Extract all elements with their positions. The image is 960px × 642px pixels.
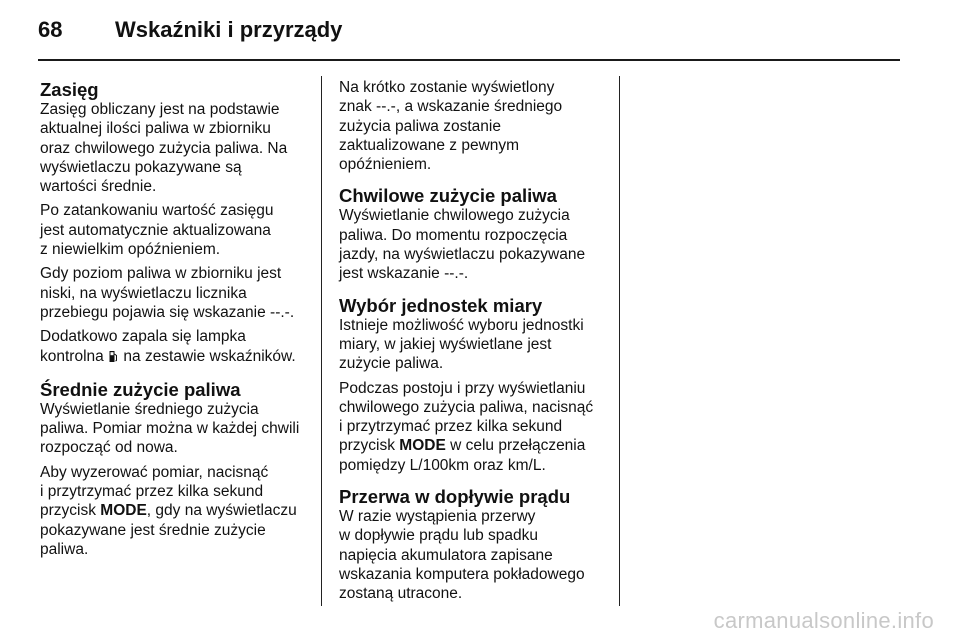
page-number: 68 bbox=[38, 17, 63, 42]
watermark: carmanualsonline.info bbox=[713, 608, 934, 633]
text-line: paliwa. Pomiar można w każdej chwili bbox=[40, 420, 300, 438]
text-line: i przytrzymać przez kilka sekund bbox=[339, 418, 563, 436]
paragraph bbox=[339, 316, 609, 374]
mode-button-label: MODE bbox=[399, 437, 446, 455]
text-line: paliwa. bbox=[40, 540, 89, 558]
section-title-instant: Chwilowe zużycie paliwa bbox=[339, 185, 557, 207]
text-line: opóźnieniem. bbox=[339, 156, 432, 174]
text-line: wskazania komputera pokładowego bbox=[339, 565, 585, 583]
mode-button-label: MODE bbox=[100, 502, 147, 520]
text-line: zużycie paliwa. bbox=[339, 355, 444, 373]
text-line: Wyświetlanie chwilowego zużycia bbox=[339, 207, 570, 225]
chapter-title: Wskaźniki i przyrządy bbox=[115, 17, 343, 42]
text-line: aktualnej ilości paliwa w zbiorniku bbox=[40, 120, 271, 138]
text-line: rozpocząć od nowa. bbox=[40, 439, 178, 457]
text-line: jazdy, na wyświetlaczu pokazywane bbox=[339, 246, 586, 264]
text-line: z niewielkim opóźnieniem. bbox=[40, 241, 221, 259]
text-fragment: w celu przełączenia bbox=[450, 437, 586, 455]
text-line: niski, na wyświetlaczu licznika bbox=[40, 284, 247, 302]
text-line: Wyświetlanie średniego zużycia bbox=[40, 400, 259, 418]
text-line: miary, w jakiej wyświetlane jest bbox=[339, 335, 552, 353]
paragraph bbox=[40, 463, 312, 559]
text-line: zostaną utracone. bbox=[339, 585, 463, 603]
text-line: Aby wyzerować pomiar, nacisnąć bbox=[40, 463, 269, 481]
paragraph bbox=[339, 379, 609, 475]
text-fragment: przycisk bbox=[339, 437, 395, 455]
column-left bbox=[40, 76, 312, 559]
section-title-range: Zasięg bbox=[40, 79, 99, 100]
paragraph bbox=[40, 264, 312, 322]
text-line: napięcia akumulatora zapisane bbox=[339, 546, 553, 564]
section-title-average: Średnie zużycie paliwa bbox=[40, 378, 241, 400]
text-line: paliwa. Do momentu rozpoczęcia bbox=[339, 226, 568, 244]
text-fragment: , gdy na wyświetlaczu bbox=[146, 502, 297, 520]
text-line: w dopływie prądu lub spadku bbox=[339, 527, 539, 545]
paragraph bbox=[339, 206, 609, 283]
text-line: wartości średnie. bbox=[40, 178, 157, 196]
text-line: Po zatankowaniu wartość zasięgu bbox=[40, 202, 274, 220]
text-line: znak --.-, a wskazanie średniego bbox=[339, 98, 563, 116]
text-line: Istnieje możliwość wyboru jednostki bbox=[339, 316, 584, 334]
text-line: zaktualizowane z pewnym bbox=[339, 136, 520, 154]
column-divider bbox=[619, 76, 620, 606]
text-line: W razie wystąpienia przerwy bbox=[339, 508, 536, 526]
column-divider bbox=[321, 76, 322, 606]
text-line: pokazywane jest średnie zużycie bbox=[40, 521, 266, 539]
page-header bbox=[38, 17, 342, 51]
fuel-pump-icon bbox=[109, 349, 118, 368]
text-fragment: na zestawie wskaźników. bbox=[123, 347, 296, 365]
paragraph bbox=[339, 507, 609, 603]
section-title-power: Przerwa w dopływie prądu bbox=[339, 486, 571, 508]
text-line: chwilowego zużycia paliwa, nacisnąć bbox=[339, 398, 594, 416]
text-line: i przytrzymać przez kilka sekund bbox=[40, 483, 264, 501]
text-line: zużycia paliwa zostanie bbox=[339, 117, 501, 135]
text-line: oraz chwilowego zużycia paliwa. Na bbox=[40, 139, 288, 157]
column-middle bbox=[339, 76, 609, 604]
text-line: Na krótko zostanie wyświetlony bbox=[339, 79, 555, 96]
header-rule bbox=[38, 59, 900, 61]
text-line: Zasięg obliczany jest na podstawie bbox=[40, 101, 280, 118]
text-fragment: przycisk bbox=[40, 502, 96, 520]
text-line: Gdy poziom paliwa w zbiorniku jest bbox=[40, 265, 282, 283]
paragraph bbox=[40, 400, 312, 458]
paragraph bbox=[40, 100, 312, 196]
paragraph bbox=[40, 327, 312, 368]
text-line: wyświetlaczu pokazywane są bbox=[40, 158, 242, 176]
paragraph bbox=[339, 78, 609, 174]
text-line: jest wskazanie --.-. bbox=[339, 265, 469, 283]
text-line: pomiędzy L/100km oraz km/L. bbox=[339, 456, 546, 474]
text-line: Dodatkowo zapala się lampka bbox=[40, 328, 246, 346]
text-line: przebiegu pojawia się wskazanie --.-. bbox=[40, 303, 295, 321]
text-fragment: kontrolna bbox=[40, 347, 104, 365]
text-line: jest automatycznie aktualizowana bbox=[40, 221, 271, 239]
section-title-units: Wybór jednostek miary bbox=[339, 294, 543, 316]
paragraph bbox=[40, 201, 312, 259]
text-line: Podczas postoju i przy wyświetlaniu bbox=[339, 379, 586, 397]
